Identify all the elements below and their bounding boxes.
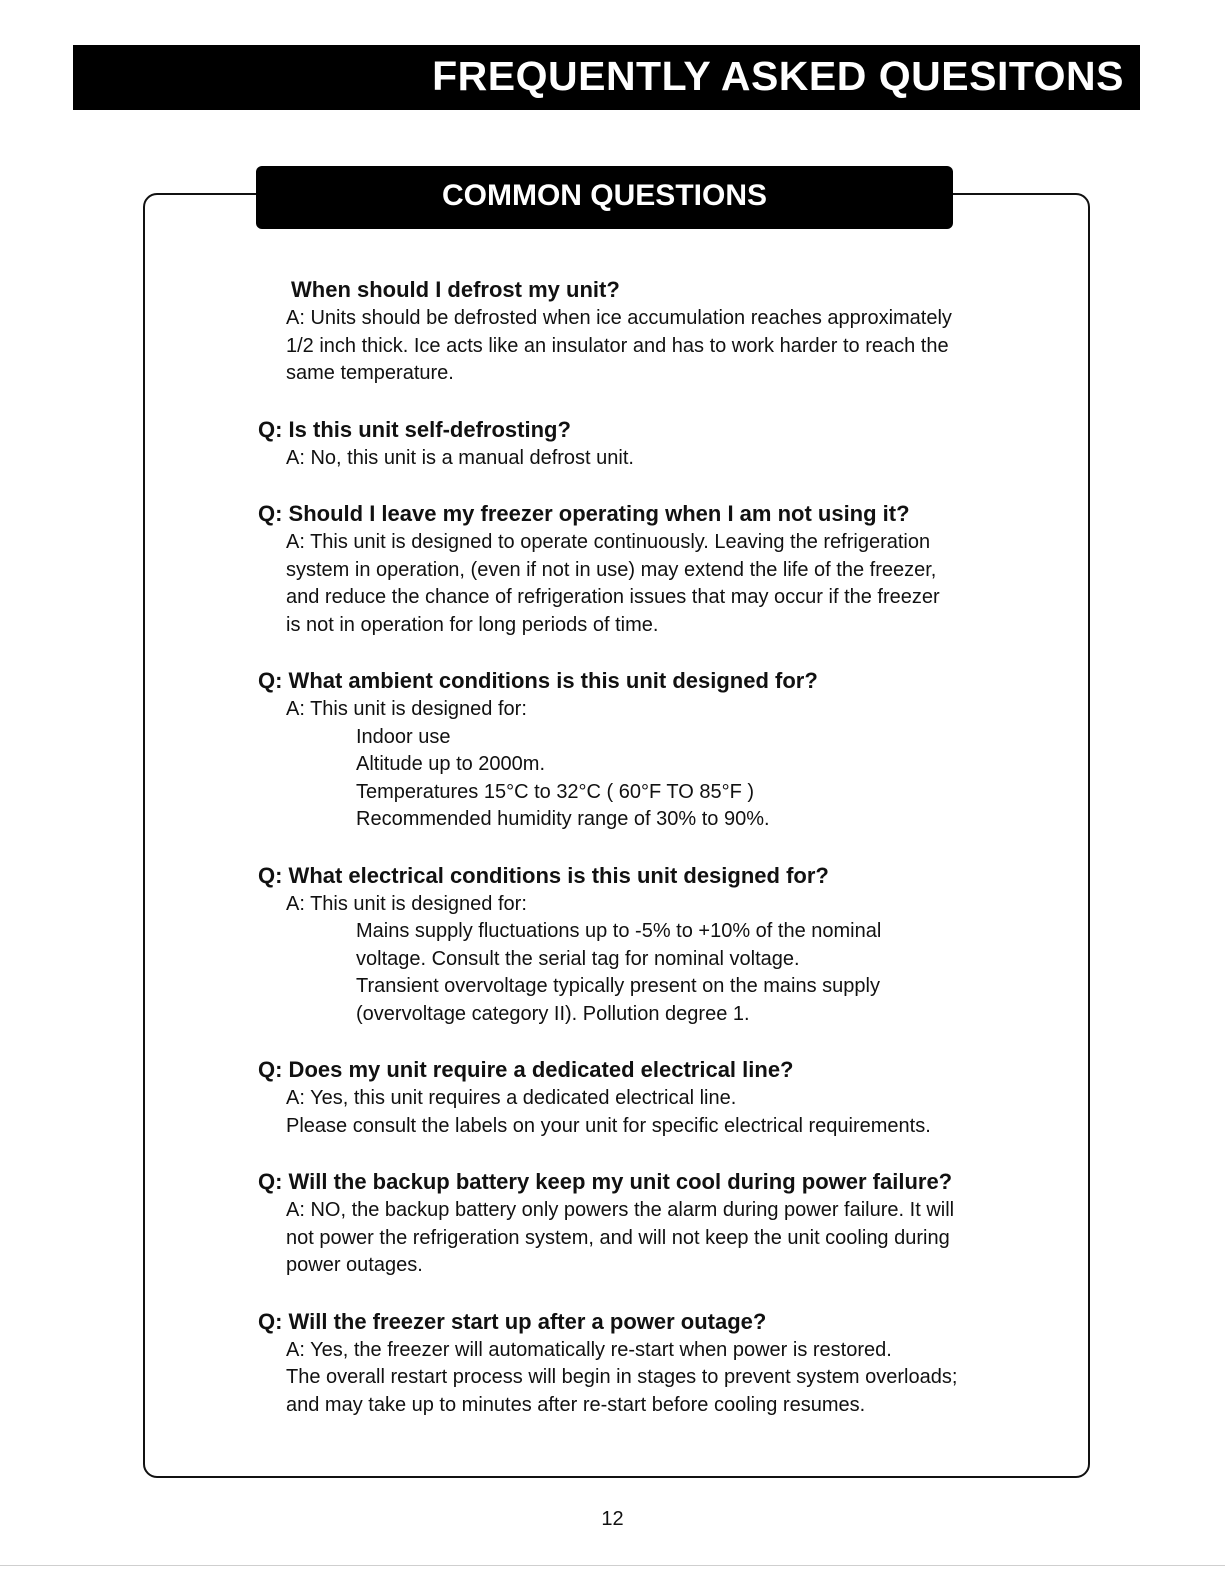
detail-line: voltage. Consult the serial tag for nominal voltage.: [356, 947, 800, 970]
faq-question: Q: What electrical conditions is this unit designed for?: [258, 862, 829, 888]
answer-line: and may take up to minutes after re-start before cooling resumes.: [286, 1393, 866, 1416]
faq-question: Q: Should I leave my freezer operating when I am not using it?: [258, 501, 910, 526]
answer-line: A: Yes, this unit requires a dedicated electrical line.: [286, 1087, 737, 1109]
faq-question: Q: Does my unit require a dedicated electrical line?: [258, 1057, 794, 1082]
faq-item: [258, 415, 1048, 473]
faq-item: [258, 275, 1048, 388]
faq-item: [258, 861, 1048, 1029]
faq-answer: [286, 1085, 1048, 1140]
answer-line: is not in operation for long periods of time.: [286, 613, 659, 636]
detail-line: Temperatures 15°C to 32°C ( 60°F TO 85°F ): [356, 780, 755, 803]
answer-line: and reduce the chance of refrigeration issues that may occur if the freezer: [286, 586, 940, 608]
faq-answer: [286, 305, 1048, 388]
faq-answer: [286, 696, 1048, 834]
section-title: COMMON QUESTIONS: [441, 179, 767, 212]
faq-answer: [286, 445, 1048, 473]
section-header: [256, 166, 953, 229]
faq-question: Q: Is this unit self-defrosting?: [258, 416, 571, 442]
answer-line: A: Units should be defrosted when ice accumulation reaches approximately: [286, 307, 952, 329]
faq-item: [258, 1055, 1048, 1140]
answer-line: power outages.: [286, 1254, 423, 1276]
faq-question: Q: What ambient conditions is this unit designed for?: [258, 668, 818, 693]
faq-list: [258, 275, 1048, 1446]
detail-line: Transient overvoltage typically present on the mains supply: [356, 975, 880, 997]
faq-item: [258, 1167, 1048, 1280]
faq-answer: [286, 1197, 1048, 1280]
answer-line: A: This unit is designed for:: [286, 892, 527, 915]
bottom-divider: [0, 1565, 1225, 1566]
faq-question: Q: Will the freezer start up after a power outage?: [258, 1308, 767, 1334]
answer-line: A: This unit is designed for:: [286, 698, 527, 720]
page-title: FREQUENTLY ASKED QUESITONS: [432, 53, 1124, 99]
faq-question: Q: Will the backup battery keep my unit cool during power failure?: [258, 1169, 953, 1194]
faq-answer: [286, 529, 1048, 639]
answer-line: The overall restart process will begin in stages to prevent system overloads;: [286, 1366, 958, 1388]
answer-line: A: Yes, the freezer will automatically re-start when power is restored.: [286, 1338, 892, 1361]
detail-line: Mains supply fluctuations up to -5% to +10% of the nominal: [356, 920, 882, 942]
page-number: 12: [601, 1508, 624, 1530]
faq-item: [258, 1307, 1048, 1420]
answer-line: same temperature.: [286, 362, 454, 384]
answer-line: system in operation, (even if not in use) may extend the life of the freezer,: [286, 558, 937, 581]
detail-line: Indoor use: [356, 725, 451, 748]
faq-answer: [286, 891, 1048, 1029]
faq-item: [258, 499, 1048, 639]
answer-line: A: NO, the backup battery only powers the alarm during power failure. It will: [286, 1199, 955, 1221]
detail-line: (overvoltage category II). Pollution degree 1.: [356, 1002, 750, 1025]
detail-line: Recommended humidity range of 30% to 90%.: [356, 808, 770, 830]
faq-item: [258, 666, 1048, 834]
faq-question: When should I defrost my unit?: [291, 277, 620, 302]
answer-line: A: This unit is designed to operate continuously. Leaving the refrigeration: [286, 531, 931, 553]
faq-answer: [286, 1337, 1048, 1420]
answer-line: 1/2 inch thick. Ice acts like an insulator and has to work harder to reach the: [286, 334, 949, 357]
header-bar: [73, 45, 1140, 110]
answer-line: not power the refrigeration system, and will not keep the unit cooling during: [286, 1226, 950, 1249]
answer-line: Please consult the labels on your unit for specific electrical requirements.: [286, 1114, 931, 1137]
answer-line: A: No, this unit is a manual defrost unit.: [286, 446, 634, 469]
detail-line: Altitude up to 2000m.: [356, 753, 546, 775]
